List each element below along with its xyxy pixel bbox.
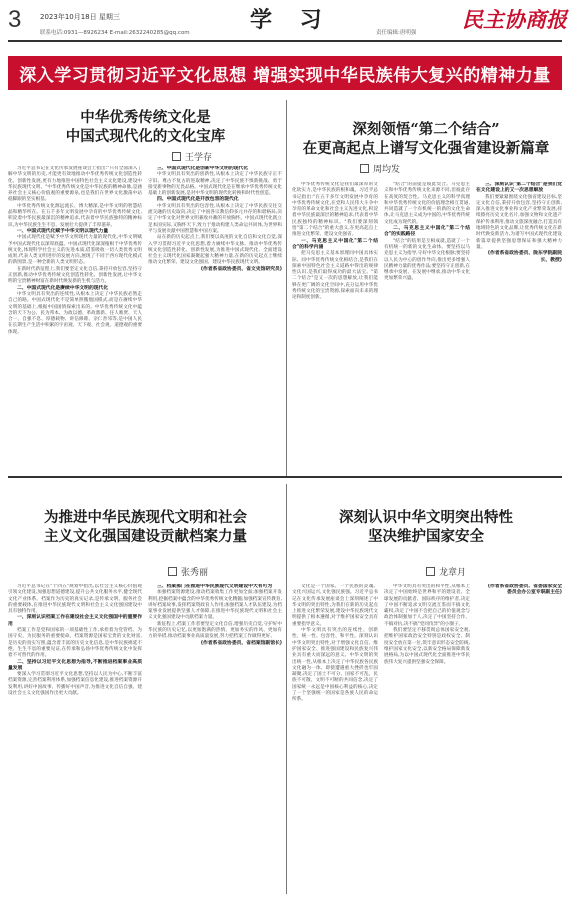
article-2-byline [360,162,400,175]
article-4-byline [426,565,466,578]
article-paragraph: 中华优秀传统文化源远流长、博大精深,是中华文明的智慧结晶和精华所在。在五千多年文明发展中孕育的中华优秀传统文化,积淀着中华民族最深沉的精神追求,代表着中华民族独特的精神标识,为中华民族生生不息、发展壮大提供了丰厚滋养。 [8,203,142,228]
article-paragraph: 把马克思主义基本原理同中国具体实际、同中华优秀传统文化相结合,是我们在探索中国特色社会主义道路中得出的规律性认识,是我们取得成功的最大法宝。"第二个结合"是又一次的思想解放,让我们能够在更广阔的文化空间中,充分运用中华优秀传统文化的宝贵资源,探索面向未来的理论和制度创新。 [292,251,378,301]
article-paragraph: 文化是一个国家、一个民族的灵魂。文化兴国运兴,文化强民族强。习近平总书记在文化传承发展座谈会上深刻阐述了中华文明的突出特性,为我们在新的历史起点上推进文化繁荣发展,建设中华民族现代文明提供了根本遵循,对于维护国家安全具有重要指导意义。 [292,584,378,627]
article-paragraph: 站在新的历史起点上,我们要以高度的文化自信和文化自觉,深入学习贯彻习近平文化思想,着力赓续中华文脉、推动中华优秀传统文化创造性转化、创新性发展,为推进中国式现代化、全面建设社会主义现代化国家凝聚起强大精神力量,在新的历史起点上继续推动文化繁荣、建设文化强国、建设中华民族现代文明。 [148,235,282,266]
banner-text: 深入学习贯彻习近平文化思想 增强实现中华民族伟大复兴的精神力量 [19,65,551,86]
article-paragraph: 习近平总书记在文化传承发展座谈会上指出:"只有全面深入了解中华文明的历史,才能更有效地推动中华优秀传统文化创造性转化、创新性发展,更有力地推进中国特色社会主义文化建设,建设中华民族现代文明。"中华优秀传统文化是中华民族的精神命脉,是涵养社会主义核心价值观的重要源泉,也是我们在世界文化激荡中站稳脚跟的坚实根基。 [8,166,142,203]
article-2-headline-line-1: 深刻领悟“第二个结合” [352,121,500,138]
article-3-author: 张秀丽 [181,568,209,578]
article-4-headline-line-1: 深刻认识中华文明突出特性 [339,509,513,526]
article-4-column-2 [384,584,470,892]
article-2-column-3 [476,182,562,468]
article-1-headline-line-1: 中华优秀传统文化是 [80,109,211,126]
article-subheading: 三、档案部门在推进中华民族现代文明建设中大有可为 [157,584,273,589]
author-affiliation: (作者系省政协委员、省委国家安全委员会办公室专职副主任) [487,584,562,596]
article-subheading: 四、中国式现代化是开放包容的现代化 [157,197,239,203]
article-2-author: 周均发 [373,165,401,175]
article-4-headline-line-2: 坚决维护国家安全 [368,528,484,545]
article-3-headline-line-1: 为推进中华民族现代文明和社会 [44,509,247,526]
topic-banner [8,56,562,90]
article-1-headline [8,108,283,146]
article-paragraph: 档案工作是党和国家的一项基础性工作,承担着为党管档、为国守史、为民服务的重要使命。档案资源是国家宝贵的文化财富,是历史的真实写照,蕴含着丰富的历史文化信息,是中华民族绵延不绝、生生不息的重要见证,在传承和弘扬中华优秀传统文化中发挥着不可替代的作用。 [8,628,142,659]
article-paragraph: 我们要紧紧围绕文化强省建设目标,坚定文化自信,秉持开放包容,坚持守正创新,深入推进文化事业和文化产业繁荣发展,持续擦亮历史文化名片,加强文物和文化遗产保护传承利用,推动文旅深度融合,打造具有地域特色的文化品牌,让优秀传统文化在新时代焕发新活力,为谱写中国式现代化建设新篇章提供坚强思想保证和强大精神力量。 [476,194,562,250]
article-subheading: 二、马克思主义中国化"第二个结合"的实践路径 [384,226,470,238]
author-affiliation: (作者系省政协委员、陇东学院副院长、教授) [487,251,562,263]
article-1-headline-line-2: 中国式现代化的文化宝库 [65,128,226,145]
article-subheading: 二、坚持以习近平文化思想为指导,不断推进档案事业高质量发展 [8,659,142,671]
contact-line: 联系电话:0931—8926234 E-mail:2632240285@qq.com [40,30,190,36]
article-3-column-2 [148,584,282,892]
author-affiliation: (作者系省政协委员、省档案馆副馆长) [200,640,282,646]
article-1-column-1 [8,166,142,468]
article-paragraph: 我们要坚定不移贯彻总体国家安全观,把维护国家政治安全特别是政权安全、制度安全放在第一位,筑牢意识形态安全防线,维护国家文化安全,以新安全格局保障新发展格局,为以中国式现代化全面推进中华民族伟大复兴提供坚强安全保障。 [384,628,470,665]
article-3-byline [168,565,208,578]
editor-line: 责任编辑:唐明强 [376,30,417,36]
article-subheading: 三、深刻认识"第二个结合"是我们党在文化建设上的又一次思想解放 [476,182,562,194]
article-paragraph: "结合"的前提是彼此契合。马克思主义和中华优秀传统文化来源不同,但彼此存在高度的契合性。马克思主义的科学真理和中华优秀传统文化的价值理念相互贯通,共同造就了一个有机统一的新的文化生命体,让马克思主义成为中国的,中华优秀传统文化成为现代的。 [384,182,470,225]
article-3-column-1 [8,584,142,892]
article-1-column-2 [148,166,282,468]
article-3-headline [8,508,283,546]
article-1-author: 王学存 [185,153,213,163]
page-header [0,0,570,44]
article-2-column-2 [384,182,470,468]
article-2-headline [290,120,562,158]
article-paragraph: 中华文明具有突出的连续性、创新性、统一性、包容性、和平性。深刻认识中华文明突出特性,对于增强文化自信、维护国家安全、推进强国建设和民族复兴伟业具有重大而深远的意义。中华文明的突出统一性,从根本上决定了中华民族各民族文化融为一体、即使遭遇重大挫折也牢固凝聚,决定了国土不可分、国家不可乱、民族不可散、文明不可断的共同信念,决定了国家统一永远是中国核心利益的核心,决定了一个坚强统一的国家是各族人民的命运所系。 [292,628,378,703]
author-affiliation: (作者系省政协委员、省文史馆研究员) [200,266,282,272]
byline-mark-icon [426,567,435,576]
article-3-headline-line-2: 主义文化强国建设贡献档案力量 [44,528,247,545]
article-subheading: 一、中国式现代化赋予中华文明以现代力量 [17,228,109,234]
article-paragraph: 习近平总书记在"十四五"规划中指出,以社会主义核心价值观引领文化建设,加强思想道德建设,提升公共文化服务水平,健全现代文化产业体系。档案作为历史的真实记录,是传承文明、服务社会的重要载体,在推进中华民族现代文明和社会主义文化强国建设中具有独特作用。 [8,584,142,615]
column-divider [286,100,287,476]
article-paragraph: 中国式现代化是赋予中华文明现代力量的现代化,中华文明赋予中国式现代化以深厚底蕴。中国式现代化深深植根于中华优秀传统文化,体现科学社会主义的先进本质,借鉴吸收一切人类优秀文明成果,代表人类文明进步的发展方向,展现了不同于西方现代化模式的新图景,是一种全新的人类文明形态。 [8,235,142,266]
section-title: 学 习 [250,7,332,33]
article-paragraph: 中华文明具有突出的创新性,从根本上决定了中华民族守正不守旧、尊古不复古的进取精神,决定了中华民族不惧新挑战、勇于接受新事物的无畏品格。中国式现代化是在继承中华优秀传统文化基础上的创新发展,是对中华文明的现代化转换和时代性创造。 [148,172,282,197]
article-paragraph: 中华文明具有突出的和平性,从根本上决定了中国始终是世界和平的建设者、全球发展的贡献者、国际秩序的维护者,决定了中国不断追求文明交流互鉴而不搞文化霸权,决定了中国不会把自己的价值观念与政治体制强加于人,决定了中国坚持合作、不搞对抗,决不搞"党同伐异"的小圈子。 [384,584,470,627]
byline-mark-icon [168,567,177,576]
article-paragraph: 在新时代新征程上,我们要坚定文化自信,秉持开放包容,坚持守正创新,推动中华优秀传统文化创造性转化、创新性发展,让中华文明的宝贵精神财富在新时代焕发新的生机与活力。 [8,266,142,285]
article-4-column-1 [292,584,378,892]
article-4-headline [290,508,562,546]
article-paragraph: 要深入学习贯彻习近平文化思想,坚持以人民为中心,不断丰富档案资源,完善档案利用体系,加强档案信息化建设,推进档案资源开发利用,讲好中国故事、传播好中国声音,为推进文化自信自强、建设社会主义文化强国作出更大贡献。 [8,672,142,697]
article-subheading: 一、马克思主义中国化"第二个结合"的科学内涵 [292,238,378,250]
byline-mark-icon [360,164,369,173]
article-paragraph: 中华优秀传统文化是我们最深厚的文化软实力,是中华民族的根和魂。习近平总书记指出:"在五千多年文明发展中孕育的中华优秀传统文化,在党和人民伟大斗争中孕育的革命文化和社会主义先进文化,积淀着中华民族最深层的精神追求,代表着中华民族独特的精神标识。"我们要深刻领悟"第二个结合"的重大意义,在更高起点上推进文化繁荣、建设文化强省。 [292,182,378,238]
article-paragraph: 新征程上,档案工作者要坚定文化自信,增强历史自觉,守护好中华民族的历史记忆,以更加饱满的热情、更加务实的作风、更加有力的举措,推动档案事业高质量发展,努力把档案工作做得更好。 [148,621,282,640]
header-rule [8,40,562,42]
article-subheading: 一、深刻认识档案工作在建设社会主义文化强国中的重要作用 [8,615,142,627]
section-divider [8,476,562,478]
article-paragraph: 中华文明具有突出的包容性,从根本上决定了中华民族交往交流交融的历史取向,决定了中国各宗教信仰多元并存的和谐格局,决定了中华文化对世界文明兼收并蓄的开放胸怀。中国式现代化既立足本国实际,又胸怀天下,致力于推动构建人类命运共同体,为世界和平与发展贡献中国智慧和中国方案。 [148,203,282,234]
byline-mark-icon [172,152,181,161]
article-4-author: 龙章月 [439,568,467,578]
column-divider [286,484,287,894]
page-number: 3 [8,6,22,33]
article-paragraph: 加强档案资源建设,推动档案收集工作更加全面;加强档案开发利用,挖掘档案中蕴含的中华优秀传统文化精髓;加强档案宣传教育,讲好档案故事,发挥档案资政育人作用;加强档案人才队伍建设,为档案事业发展提供坚强人才保障,在推进中华民族现代文明和社会主义文化强国建设中贡献档案力量。 [148,590,282,621]
article-2-column-1 [292,182,378,468]
article-subheading: 三、中国式现代化是创新中华文明的现代化 [157,166,249,171]
article-subheading: 二、中国式现代化是赓续中华文明的现代化 [17,285,109,291]
article-2-headline-line-2: 在更高起点上谱写文化强省建设新篇章 [302,140,550,157]
newspaper-masthead: 民主协商报 [462,7,567,32]
article-4-column-3 [476,584,562,892]
article-1-byline [172,150,212,163]
article-paragraph: "结合"的结果是互相成就,造就了一个有机统一的新的文化生命体。要坚持以马克思主义为指导,守好中华文化根脉;要坚持以人民为中心的创作导向,推出更多增强人民精神力量的优秀作品;要坚持守正创新,在继承中发展、在发展中继承,推动中华文化更加繁荣兴盛。 [384,238,470,282]
article-paragraph: 中华文明具有突出的连续性,从根本上决定了中华民族必然走自己的路。中国式现代化不是简单照搬他国模式,而是在赓续中华文明的基础上,根据中国国情探索出来的。中华优秀传统文化中蕴含的天下为公、民为邦本、为政以德、革故鼎新、任人唯贤、天人合一、自强不息、厚德载物、讲信修睦、亲仁善邻等,是中国人民在长期生产生活中积累的宇宙观、天下观、社会观、道德观的重要体现。 [8,291,142,335]
issue-date: 2023年10月18日 星期三 [40,13,120,21]
